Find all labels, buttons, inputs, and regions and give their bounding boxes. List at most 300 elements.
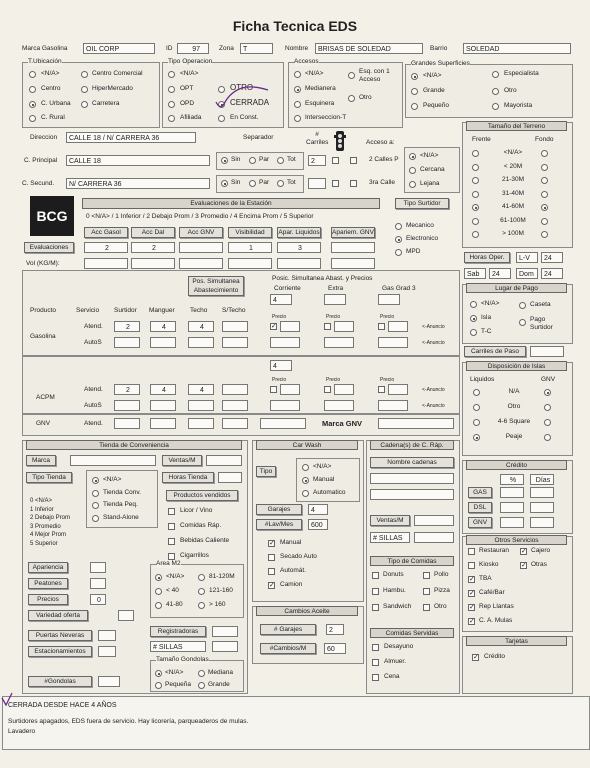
terreno-frente-radio[interactable] <box>472 204 479 211</box>
terreno-frente-radio[interactable] <box>472 218 479 225</box>
gnv-surtidor-field[interactable] <box>114 418 140 429</box>
vol-field[interactable] <box>179 258 223 269</box>
sep1-radio-tot[interactable] <box>277 157 284 164</box>
pago-radio-isla[interactable] <box>470 315 477 322</box>
tarjetas-check-credito[interactable]: ✓ <box>473 654 479 661</box>
islas-gnv-radio[interactable] <box>544 434 551 441</box>
cadenas-sillas-field[interactable] <box>414 532 454 543</box>
ubicacion-radio-comercial[interactable] <box>81 71 88 78</box>
acceso-radio-lejana[interactable] <box>409 181 416 188</box>
atend-field[interactable] <box>222 384 248 395</box>
operacion-radio-opd[interactable] <box>168 101 175 108</box>
col-servicio: Servicio <box>76 307 100 314</box>
islas-opt: Otro <box>507 403 521 410</box>
operacion-opt-otro: OTRO <box>230 83 254 92</box>
ubicacion-radio-centro[interactable] <box>29 86 36 93</box>
credito-dias-field[interactable] <box>530 487 554 498</box>
eval-value-field[interactable] <box>179 242 223 253</box>
accesos-radio-na[interactable] <box>294 71 301 78</box>
gnv-manguer-field[interactable] <box>150 418 176 429</box>
aceite-cambios-field[interactable]: 60 <box>324 643 346 654</box>
comidas-check[interactable] <box>372 588 379 595</box>
area-radio[interactable] <box>155 602 162 609</box>
vol-field[interactable] <box>277 258 321 269</box>
eval-col-button[interactable]: Acc Dal <box>131 227 175 238</box>
vendidos-check[interactable] <box>168 553 175 560</box>
sep1-radio-par[interactable] <box>249 157 256 164</box>
evaluaciones-row-button[interactable]: Evaluaciones <box>24 242 74 253</box>
sep2-radio-sin[interactable] <box>221 180 228 187</box>
tienda-eval-field[interactable] <box>118 610 134 621</box>
estacionamientos-field[interactable] <box>98 646 116 657</box>
tienda-tipo-radio[interactable] <box>92 502 99 509</box>
marca-gnv-field[interactable] <box>378 418 454 429</box>
carwash-check[interactable]: ✓ <box>269 540 275 547</box>
carriles-paso-field[interactable] <box>530 346 564 357</box>
carwash-radio-na[interactable] <box>302 464 309 471</box>
surtidor-radio-electronico[interactable] <box>395 236 402 243</box>
gondolas-radio-na[interactable] <box>155 670 162 677</box>
tienda-tipo-radio[interactable] <box>92 515 99 522</box>
csecund-label: C. Secund. <box>22 180 55 187</box>
credito-pct-field[interactable] <box>500 487 524 498</box>
servicios-check[interactable]: ✓ <box>469 576 475 583</box>
acceso-radio-na[interactable] <box>409 153 416 160</box>
eval-value-field[interactable]: 3 <box>277 242 321 253</box>
precio-field[interactable] <box>334 384 354 395</box>
sep1-radio-sin[interactable] <box>221 157 228 164</box>
tipo-surtidor-button[interactable]: Tipo Surtidor <box>395 198 449 209</box>
carwash-check-label: Automát. <box>280 567 307 574</box>
islas-gnv-radio[interactable] <box>544 419 551 426</box>
accesos-radio-medianera[interactable] <box>294 86 301 93</box>
islas-opt: 4-6 Square <box>497 418 531 425</box>
tienda-marca-button[interactable]: Marca <box>26 455 56 466</box>
eval-col-button[interactable]: Acc GNV <box>179 227 223 238</box>
nombre-field[interactable]: BRISAS DE SOLEDAD <box>315 43 423 54</box>
servicios-check[interactable] <box>468 562 475 569</box>
terreno-fondo-radio[interactable] <box>541 231 548 238</box>
tienda-eval-button[interactable]: Apariencia <box>28 562 68 573</box>
pos-extra-field[interactable] <box>324 294 346 305</box>
sep1-sin: Sin <box>231 156 241 163</box>
eval-value-field[interactable]: 1 <box>228 242 272 253</box>
carriles2-check-a[interactable] <box>332 180 339 187</box>
tienda-tipo-opt: Stand-Alone <box>103 513 139 521</box>
gnv-stecho-field[interactable] <box>222 418 248 429</box>
anuncio-label: <-Anuncio <box>422 324 445 330</box>
islas-liquidos-radio[interactable] <box>473 404 480 411</box>
carwash-check[interactable] <box>268 568 275 575</box>
gondolas-count-button[interactable]: #Gondolas <box>28 676 92 687</box>
pos-corriente-field[interactable]: 4 <box>270 294 292 305</box>
terreno-fondo-radio[interactable] <box>541 177 548 184</box>
atend-field[interactable] <box>222 321 248 332</box>
terreno-frente-radio[interactable] <box>472 164 479 171</box>
terreno-frente-radio[interactable] <box>472 231 479 238</box>
gondolas-opt-mediana: Mediana <box>208 669 233 676</box>
precio-check[interactable] <box>324 323 331 330</box>
operacion-opt-construccion: En Const. <box>230 114 259 121</box>
eval-value-field[interactable] <box>331 242 375 253</box>
carwash-garajes-button[interactable]: Garajes <box>256 504 302 515</box>
gnv-row-label: GNV <box>36 420 51 427</box>
servicios-opt: TBA <box>479 575 492 582</box>
gasolina-label: Gasolina <box>30 333 56 340</box>
operacion-opt-afiliada: Afiliada <box>180 114 202 121</box>
eval-value-field[interactable]: 2 <box>84 242 128 253</box>
accesos-radio-esquinera[interactable] <box>294 101 301 108</box>
pago-radio-tc[interactable] <box>470 329 477 336</box>
ubicacion-radio-carretera[interactable] <box>81 101 88 108</box>
area-radio[interactable] <box>155 588 162 595</box>
carwash-lav-button[interactable]: #Lav/Mes <box>256 519 302 530</box>
superficies-title: Grandes Superficies <box>411 60 470 67</box>
comidas-opt: Donuts <box>383 571 404 578</box>
pos-simultanea-button[interactable]: Pos. Simultanea Abastecimiento <box>188 276 244 296</box>
precio-label: Precio <box>326 377 341 383</box>
servidas-check[interactable] <box>372 644 379 651</box>
servidas-check[interactable] <box>372 674 379 681</box>
pago-title: Lugar de Pago <box>466 283 567 293</box>
servicios-check[interactable]: ✓ <box>469 618 475 625</box>
carriles1-check-b[interactable] <box>350 157 357 164</box>
ubicacion-radio-rural[interactable] <box>29 115 36 122</box>
horas-dom-label: Dom <box>516 268 538 279</box>
comidas-check[interactable] <box>372 604 379 611</box>
vol-field[interactable] <box>131 258 175 269</box>
autos-field[interactable] <box>150 400 176 411</box>
eval-value-field[interactable]: 2 <box>131 242 175 253</box>
atend-field[interactable]: 4 <box>188 321 214 332</box>
terreno-opt: <N/A> <box>503 149 523 156</box>
surtidor-opt-electronico: Electronico <box>406 235 439 242</box>
acceso-opt-na: <N/A> <box>420 152 439 159</box>
superficies-radio-grande[interactable] <box>411 88 418 95</box>
superficies-radio-mayorista[interactable] <box>492 103 499 110</box>
cadenas-nombre-field-2[interactable] <box>370 489 454 500</box>
tienda-ventas-button[interactable]: Ventas/M <box>162 455 202 466</box>
islas-liquidos-radio[interactable] <box>473 419 480 426</box>
gondolas-count-field[interactable] <box>98 676 120 687</box>
area-radio[interactable] <box>155 574 162 581</box>
terreno-fondo-radio[interactable] <box>541 218 548 225</box>
carriles1-field[interactable]: 2 <box>308 155 326 166</box>
col-surtidor: Surtidor <box>114 307 137 314</box>
direccion-field[interactable]: CALLE 18 / N/ CARRERA 36 <box>66 132 196 143</box>
terreno-opt: 21-30M <box>501 176 525 183</box>
carriles-label: # Carriles <box>306 131 329 146</box>
sep2-radio-par[interactable] <box>249 180 256 187</box>
vendidos-opt: Cigarrillos <box>180 552 209 559</box>
carriles2-check-b[interactable] <box>350 180 357 187</box>
superficies-radio-otro[interactable] <box>492 88 499 95</box>
accesos-opt-medianera: Medianera <box>305 85 336 92</box>
carriles1-check-a[interactable] <box>332 157 339 164</box>
autos-field[interactable] <box>114 337 140 348</box>
horas-sab-value[interactable]: 24 <box>489 268 511 279</box>
zona-field[interactable]: T <box>240 43 273 54</box>
terreno-fondo-radio[interactable] <box>541 150 548 157</box>
operacion-opt-na: <N/A> <box>180 70 199 77</box>
comidas-check[interactable] <box>423 588 430 595</box>
area-radio[interactable] <box>198 574 205 581</box>
precio-check[interactable] <box>378 323 385 330</box>
aceite-garajes-button[interactable]: # Garajes <box>260 624 316 635</box>
vendidos-check[interactable] <box>168 508 175 515</box>
atend-field[interactable]: 2 <box>114 321 140 332</box>
servidas-opt: Cena <box>384 673 400 680</box>
superficies-opt-otro: Otro <box>504 87 517 94</box>
autos-field[interactable] <box>188 337 214 348</box>
marca-gasolina-field[interactable]: OIL CORP <box>83 43 155 54</box>
atend-field[interactable]: 4 <box>150 321 176 332</box>
operacion-opt-opt: OPT <box>180 85 194 92</box>
gondolas-radio-mediana[interactable] <box>198 670 205 677</box>
vol-field[interactable] <box>84 258 128 269</box>
servidas-check[interactable] <box>372 659 379 666</box>
islas-liquidos-radio[interactable] <box>473 434 480 441</box>
precio-field[interactable] <box>388 321 408 332</box>
terreno-frente-radio[interactable] <box>472 150 479 157</box>
islas-gnv-radio[interactable] <box>544 389 551 396</box>
terreno-fondo-radio[interactable] <box>541 204 548 211</box>
servicios-opt: Café/Bar <box>479 589 505 596</box>
area-radio[interactable] <box>198 602 205 609</box>
cadenas-ventas-field[interactable] <box>414 515 454 526</box>
tienda-eval-field[interactable] <box>90 578 106 589</box>
horas-lv-value[interactable]: 24 <box>541 252 563 263</box>
tienda-scale-item: 0 <N/A> <box>30 498 53 504</box>
horas-lv-field[interactable]: L-V <box>516 252 538 263</box>
autos-field[interactable] <box>188 400 214 411</box>
tienda-title: Tienda de Conveniencia <box>26 440 242 450</box>
productos-vendidos-button[interactable]: Productos vendidos <box>166 490 238 501</box>
carwash-radio-manual[interactable] <box>302 477 309 484</box>
autos-field[interactable] <box>222 400 248 411</box>
id-field[interactable]: 97 <box>177 43 209 54</box>
bcg-logo: BCG <box>30 196 74 236</box>
tienda-horas-button[interactable]: Horas Tienda <box>162 472 214 483</box>
vendidos-check[interactable] <box>168 523 175 530</box>
tienda-tipo-radio[interactable] <box>92 490 99 497</box>
carwash-check[interactable] <box>268 554 275 561</box>
eval-col-button[interactable]: Apar. Liquidos <box>278 229 320 236</box>
credito-pct-field[interactable] <box>500 517 524 528</box>
aceite-garajes-field[interactable]: 2 <box>326 624 344 635</box>
islas-liquidos-radio[interactable] <box>473 389 480 396</box>
terreno-frente-radio[interactable] <box>472 191 479 198</box>
ubicacion-radio-na[interactable] <box>29 71 36 78</box>
csecund-field[interactable]: N/ CARRERA 36 <box>66 178 210 189</box>
precio-autos-field[interactable] <box>324 337 354 348</box>
precio-autos-field[interactable] <box>378 337 408 348</box>
neveras-button[interactable]: Puertas Neveras <box>28 630 92 641</box>
credito-row-button[interactable]: GAS <box>468 487 492 498</box>
atend-field[interactable]: 2 <box>114 384 140 395</box>
accesos-radio-esq1[interactable] <box>348 72 355 79</box>
gnv-extra-field[interactable] <box>260 418 306 429</box>
operacion-radio-construccion[interactable] <box>218 115 225 122</box>
nombre-label: Nombre <box>285 45 309 52</box>
estacionamientos-button[interactable]: Estacionamientos <box>28 646 92 657</box>
vendidos-check[interactable] <box>168 538 175 545</box>
eval-col-button[interactable]: Visibilidad <box>228 227 272 238</box>
surtidor-radio-mecanico[interactable] <box>395 223 402 230</box>
acpm-autos-label: AutoS <box>84 402 102 409</box>
tienda-tipo-opt: Tienda Conv. <box>103 488 141 496</box>
registradoras-field[interactable] <box>212 626 238 637</box>
superficies-radio-pequeno[interactable] <box>411 103 418 110</box>
islas-title: Disposición de Islas <box>466 361 567 371</box>
tienda-eval-field[interactable]: 0 <box>90 594 106 605</box>
cadenas-nombre-button[interactable]: Nombre cadenas <box>370 457 454 468</box>
surtidor-radio-mpd[interactable] <box>395 249 402 256</box>
servicios-opt: C. A. Mulas <box>479 617 513 624</box>
vol-field[interactable] <box>331 258 375 269</box>
tienda-eval-button[interactable]: Peatones <box>28 578 68 589</box>
vol-label: Vol (KG/M): <box>26 260 60 267</box>
ubicacion-radio-hiper[interactable] <box>81 86 88 93</box>
precio-field[interactable] <box>334 321 354 332</box>
credito-row-button[interactable]: DSL <box>468 502 492 513</box>
precio-autos-field[interactable] <box>324 400 354 411</box>
horas-dom-value[interactable]: 24 <box>541 268 563 279</box>
operacion-radio-opt[interactable] <box>168 86 175 93</box>
carwash-tipo-button[interactable]: Tipo <box>256 466 276 477</box>
tienda-eval-field[interactable] <box>90 562 106 573</box>
cprincipal-field[interactable]: CALLE 18 <box>66 155 210 166</box>
accesos-radio-interseccion[interactable] <box>294 115 301 122</box>
atend-field[interactable]: 4 <box>188 384 214 395</box>
gondolas-radio-grande[interactable] <box>198 682 205 689</box>
carwash-opt-na: <N/A> <box>313 463 332 470</box>
precio-check[interactable] <box>378 386 385 393</box>
terreno-fondo-radio[interactable] <box>541 164 548 171</box>
comidas-check[interactable] <box>423 604 430 611</box>
comidas-opt: Sandwich <box>383 603 412 610</box>
credito-pct-field[interactable] <box>500 502 524 513</box>
comidas-opt: Otro <box>434 603 447 610</box>
sep2-radio-tot[interactable] <box>277 180 284 187</box>
tienda-tipo-button[interactable]: Tipo Tienda <box>26 472 72 483</box>
precio-autos-field[interactable] <box>378 400 408 411</box>
credito-dias-field[interactable] <box>530 517 554 528</box>
carriles-paso-button[interactable]: Carriles de Paso <box>464 346 526 357</box>
terreno-frente-radio[interactable] <box>472 177 479 184</box>
carwash-garajes-field[interactable]: 4 <box>308 504 328 515</box>
pos-acpm-field[interactable]: 4 <box>270 360 292 371</box>
tienda-horas-field[interactable] <box>218 472 242 483</box>
tienda-tipo-radio[interactable] <box>92 477 99 484</box>
autos-field[interactable] <box>222 337 248 348</box>
precio-field[interactable] <box>388 384 408 395</box>
aceite-cambios-button[interactable]: #Cambios/M <box>260 643 316 654</box>
ubicacion-title: T.Ubicación <box>28 58 62 65</box>
tienda-ventas-field[interactable] <box>206 455 242 466</box>
precio-autos-field[interactable] <box>270 337 300 348</box>
tienda-eval-button[interactable]: Variedad oferta <box>28 610 88 621</box>
area-opt: 41-80 <box>166 601 183 608</box>
comidas-check[interactable] <box>372 572 379 579</box>
registradoras-button[interactable]: Registradoras <box>150 626 206 637</box>
ubicacion-radio-urbana[interactable] <box>29 101 36 108</box>
carwash-check[interactable]: ✓ <box>269 582 275 589</box>
comidas-check[interactable] <box>423 572 430 579</box>
marca-gnv-label: Marca GNV <box>322 419 363 428</box>
cadenas-nombre-field-1[interactable] <box>370 473 454 484</box>
carwash-radio-automatico[interactable] <box>302 490 309 497</box>
horas-sab-label: Sab <box>464 268 486 279</box>
gondolas-radio-pequena[interactable] <box>155 682 162 689</box>
servicios-check[interactable]: ✓ <box>521 562 527 569</box>
accesos-radio-otro[interactable] <box>348 95 355 102</box>
pago-opt-surtidor: Pago Surtidor <box>530 316 553 331</box>
ubicacion-opt-centro: Centro <box>41 85 61 92</box>
area-opt: > 160 <box>209 601 226 608</box>
horas-oper-button[interactable]: Horas Oper. <box>464 252 510 263</box>
autos-field[interactable] <box>150 337 176 348</box>
cadenas-ventas-button[interactable]: Ventas/M <box>370 515 410 526</box>
precio-autos-field[interactable] <box>270 400 300 411</box>
atend-field[interactable]: 4 <box>150 384 176 395</box>
precio-check[interactable] <box>270 386 277 393</box>
sep2-par: Par <box>259 179 270 186</box>
gnv-techo-field[interactable] <box>188 418 214 429</box>
area-radio[interactable] <box>198 588 205 595</box>
servicios-check[interactable]: ✓ <box>521 548 527 555</box>
credito-row-button[interactable]: GNV <box>468 517 492 528</box>
acceso-radio-cercana[interactable] <box>409 167 416 174</box>
gondolas-title: Tamaño Gondolas <box>156 656 209 663</box>
precio-field[interactable] <box>280 384 300 395</box>
tienda-marca-field[interactable] <box>70 455 156 466</box>
cadenas-sillas-label: # SILLAS <box>370 532 410 543</box>
superficies-radio-na[interactable] <box>411 73 418 80</box>
barrio-field[interactable]: SOLEDAD <box>463 43 571 54</box>
pago-radio-na[interactable] <box>470 301 477 308</box>
islas-gnv-radio[interactable] <box>544 404 551 411</box>
terreno-title: Tamaño del Terreno <box>466 121 567 131</box>
superficies-radio-especialista[interactable] <box>492 71 499 78</box>
autos-field[interactable] <box>114 400 140 411</box>
tienda-eval-button[interactable]: Precios <box>28 594 68 605</box>
pago-group <box>462 284 573 344</box>
pos-gas3-field[interactable] <box>378 294 400 305</box>
tienda-sillas-field[interactable] <box>212 641 238 652</box>
servicios-check[interactable] <box>468 548 475 555</box>
carriles2-field[interactable] <box>308 178 326 189</box>
gas-atend-label: Atend. <box>84 323 103 330</box>
precio-check[interactable] <box>324 386 331 393</box>
eval-col-button[interactable]: Acc Gasol <box>84 227 128 238</box>
precio-check[interactable]: ✓ <box>271 323 277 330</box>
credito-dias-field[interactable] <box>530 502 554 513</box>
accesos-opt-otro: Otro <box>359 94 372 101</box>
vol-field[interactable] <box>228 258 272 269</box>
neveras-field[interactable] <box>98 630 116 641</box>
carwash-lav-field[interactable]: 600 <box>308 519 328 530</box>
operacion-radio-afiliada[interactable] <box>168 115 175 122</box>
pago-radio-surtidor[interactable] <box>519 319 526 326</box>
precio-field[interactable] <box>280 321 300 332</box>
terreno-fondo-radio[interactable] <box>541 191 548 198</box>
servicios-check[interactable]: ✓ <box>469 604 475 611</box>
pago-radio-caseta[interactable] <box>519 302 526 309</box>
eval-col-button[interactable]: Apariem. GNV <box>332 229 374 236</box>
servicios-check[interactable]: ✓ <box>469 590 475 597</box>
operacion-radio-na[interactable] <box>168 71 175 78</box>
